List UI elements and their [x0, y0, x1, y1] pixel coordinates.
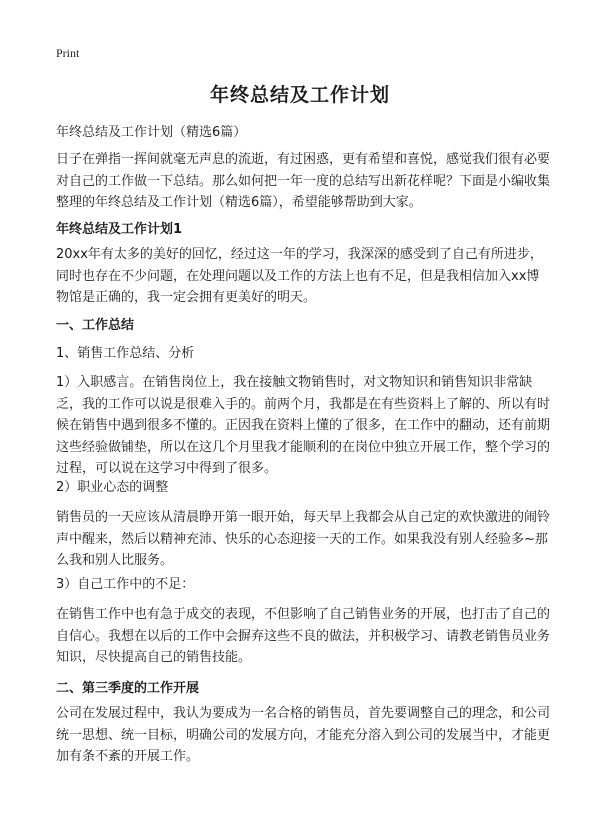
intro-paragraph: 日子在弹指一挥间就毫无声息的流逝，有过困惑，更有希望和喜悦，感觉我们很有必要对自己的工作做一下总结。那么如何把一年一度的总结写出新花样呢？下面是小编收集整理的年终总结及工作计划（精选6篇），希望能够帮助到大家。 [56, 152, 551, 210]
section-heading-q3-work: 二、第三季度的工作开展 [56, 681, 200, 696]
page-title: 年终总结及工作计划 [209, 84, 390, 106]
document-subtitle: 年终总结及工作计划（精选6篇） [56, 125, 247, 140]
section2-paragraph: 公司在发展过程中，我认为要成为一名合格的销售员，首先要调整自己的理念，和公司统一思想、统一目标，明确公司的发展方向，才能充分溶入到公司的发展当中，才能更加有条不紊的开展工作。 [56, 706, 551, 764]
subsection-heading-sales: 1、销售工作总结、分析 [56, 346, 195, 361]
item3-paragraph: 在销售工作中也有急于成交的表现，不但影响了自己销售业务的开展，也打击了自己的自信心。我想在以后的工作中会摒弃这些不良的做法，并积极学习、请教老销售员业务知识，尽快提高自己的销售技能。 [56, 607, 551, 665]
article-heading: 年终总结及工作计划1 [56, 222, 183, 237]
item3-heading: 3）自己工作中的不足： [56, 577, 195, 592]
item1-paragraph: 1）入职感言。在销售岗位上，我在接触文物销售时，对文物知识和销售知识非常缺乏，我的工作可以说是很难入手的。前两个月，我都是在有些资料上了解的、所以有时候在销售中遇到很多不懂的。正因我在资料上懂的了很多，在工作中的翻动，还有前期这些经验做铺垫，所以在这几个月里我才能顺利的在岗位中独立开展工作，整个学习的过程，可以说在这学习中得到了很多。 [56, 375, 551, 476]
item2-heading: 2）职业心态的调整 [56, 480, 169, 495]
print-link[interactable]: Print [56, 46, 80, 60]
item2-paragraph: 销售员的一天应该从清晨睁开第一眼开始，每天早上我都会从自己定的欢快激进的闹铃声中醒来，然后以精神充沛、快乐的心态迎接一天的工作。如果我没有别人经验多~那么我和别人比服务。 [56, 510, 551, 568]
article-intro-paragraph: 20xx年有太多的美好的回忆，经过这一年的学习，我深深的感受到了自己有所进步，同时也存在不少问题，在处理问题以及工作的方法上也有不足，但是我相信加入xx博物馆是正确的，我一定会拥有更美好的明天。 [56, 247, 543, 305]
section-heading-work-summary: 一、工作总结 [56, 318, 135, 333]
